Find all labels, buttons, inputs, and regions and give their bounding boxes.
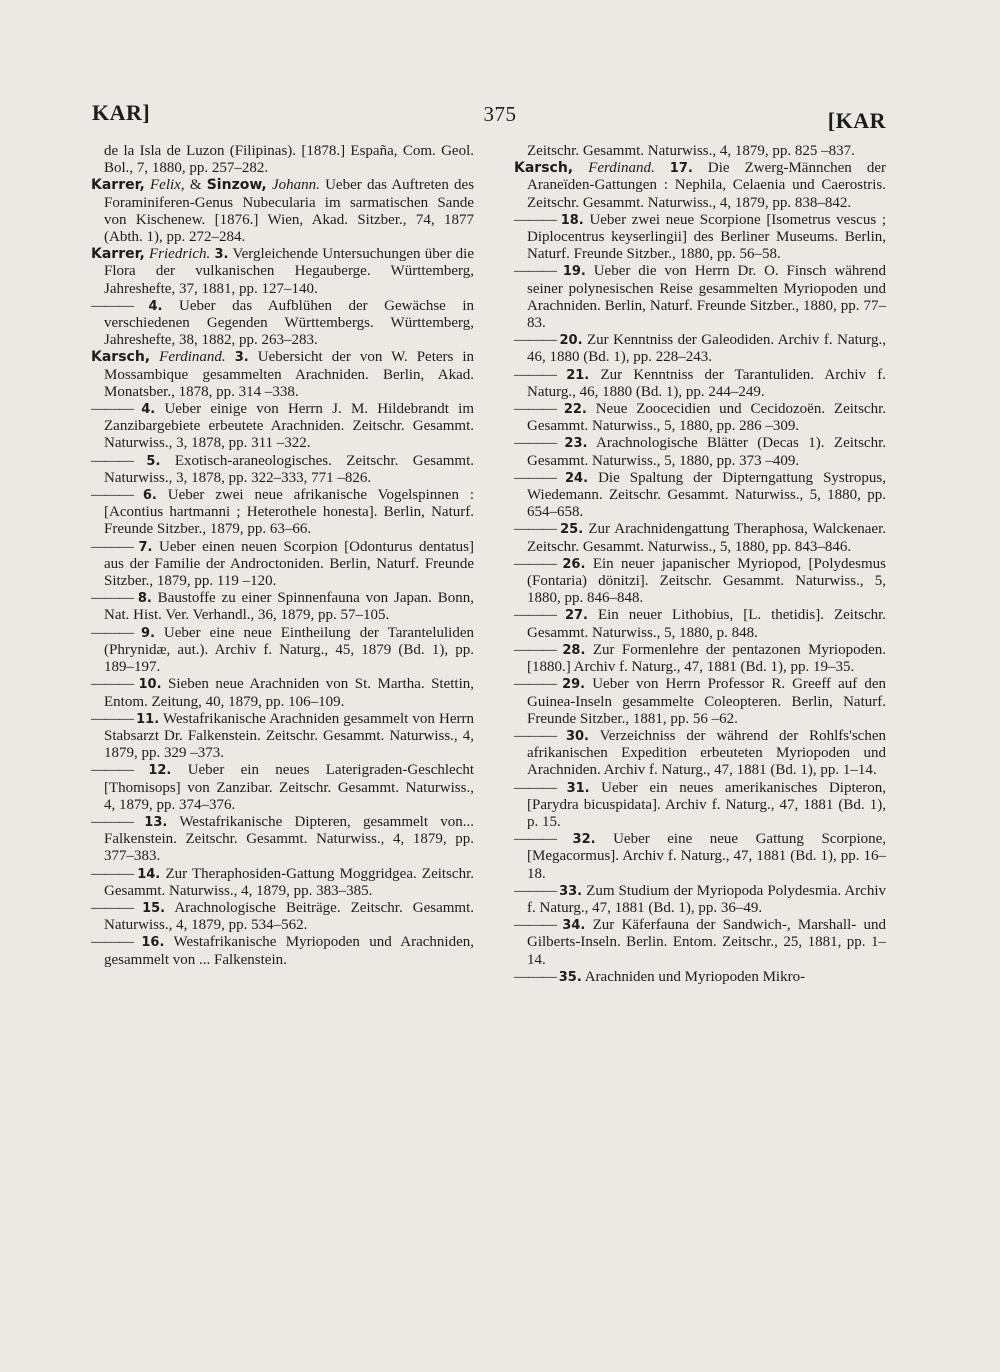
- repeat-author-rule: ———: [514, 882, 560, 899]
- bibliography-entry: [514, 676, 886, 728]
- bibliography-entry: [514, 332, 886, 366]
- repeat-author-rule: ———: [91, 813, 145, 830]
- running-head-right: [KAR: [827, 108, 886, 133]
- entry-text: de la Isla de Luzon (Filipinas). [1878.] España, Com. Geol. Bol., 7, 1880, pp. 257–282.: [104, 143, 474, 177]
- repeat-author-rule: ———: [514, 332, 560, 349]
- entry-text: Neue Zoocecidien und Cecidozoën. Zeitschr. Gesammt. Naturwiss., 5, 1880, pp. 286 –309.: [527, 401, 886, 435]
- entry-number: 23.: [564, 436, 588, 452]
- entry-number: 6.: [142, 488, 157, 504]
- author-given-name: Ferdinand.: [588, 160, 655, 177]
- entry-text: Zur Kenntniss der Tarantuliden. Archiv f. Naturg., 46, 1880 (Bd. 1), pp. 244–249.: [527, 366, 886, 400]
- entry-number: 30.: [565, 728, 589, 744]
- bibliography-entry: [91, 453, 474, 487]
- repeat-author-rule: ———: [514, 607, 565, 624]
- bibliography-entry: [91, 539, 474, 591]
- entry-number: 4.: [148, 298, 163, 314]
- entry-number: 35.: [558, 969, 582, 985]
- entry-number: 5.: [146, 453, 161, 469]
- bibliography-entry: [514, 556, 886, 608]
- repeat-author-rule: ———: [514, 366, 567, 383]
- repeat-author-rule: ———: [91, 934, 142, 951]
- repeat-author-rule: ———: [514, 521, 561, 538]
- entry-number: 22.: [563, 402, 587, 418]
- entry-text: Arachnologische Beiträge. Zeitschr. Gesammt. Naturwiss., 4, 1879, pp. 534–562.: [104, 899, 474, 934]
- author-given-name: Johann.: [271, 177, 320, 194]
- bibliography-entry: [91, 487, 474, 539]
- bibliography-entry: [514, 367, 886, 401]
- repeat-author-rule: ———: [514, 211, 561, 228]
- entry-text: Ueber ein neues amerikanisches Dipteron, [Parydra bicuspidata]. Archiv f. Naturg., 47, 1881 (Bd. 1), p. 15.: [527, 779, 887, 830]
- bibliography-entry: [91, 676, 474, 710]
- entry-number: 8.: [137, 591, 152, 607]
- entry-text: Zeitschr. Gesammt. Naturwiss., 4, 1879, pp. 825 –837.: [527, 143, 855, 159]
- repeat-author-rule: ———: [91, 297, 149, 314]
- entry-number: 32.: [572, 832, 596, 848]
- author-surname: Sinzow,: [206, 177, 267, 194]
- bibliography-entry: [514, 607, 886, 641]
- bibliography-entry: [514, 883, 886, 917]
- ampersand: &: [189, 177, 202, 194]
- entry-number: 7.: [138, 539, 153, 555]
- entry-text: Arachniden und Myriopoden Mikro-: [584, 968, 806, 985]
- repeat-author-rule: ———: [514, 727, 566, 744]
- entry-number: 26.: [562, 556, 586, 572]
- entry-number: 34.: [562, 918, 586, 934]
- entry-text: Ueber einen neuen Scorpion [Odonturus dentatus] aus der Familie der Androctoniden. Berlin, Naturf. Freunde Sitzber., 1879, pp. 119 –120.: [104, 538, 474, 590]
- entry-number: 16.: [141, 935, 165, 951]
- repeat-author-rule: ———: [514, 401, 564, 418]
- author-surname: Karsch,: [514, 160, 574, 177]
- entry-number: 3.: [214, 247, 229, 263]
- author-surname: Karrer,: [91, 177, 145, 194]
- entry-text: Verzeichniss der während der Rohlfs'schen afrikanischen Expedition erbeuteten Myriopoden und Arachniden. Archiv f. Naturg., 47, 1881 (Bd. 1), pp. 1–14.: [527, 727, 886, 779]
- repeat-author-rule: ———: [91, 590, 138, 607]
- entry-text: Westafrikanische Myriopoden und Arachniden, gesammelt von ... Falkenstein.: [104, 934, 475, 968]
- entry-text: Baustoffe zu einer Spinnenfauna von Japan. Bonn, Nat. Hist. Ver. Verhandl., 36, 1879, pp. 57–105.: [104, 590, 475, 624]
- entry-text: Die Zwerg-Männchen der Araneïden-Gattungen : Nephila, Celaenia und Caerostris. Zeitschr. Gesammt. Naturwiss., 4, 1879, pp. 838–842.: [527, 160, 886, 211]
- entry-number: 20.: [559, 333, 583, 349]
- running-head-left: KAR]: [92, 100, 151, 125]
- bibliography-entry: [514, 521, 886, 555]
- bibliography-entry: [514, 435, 886, 469]
- bibliography-entry: [514, 917, 886, 969]
- entry-number: 12.: [148, 763, 172, 779]
- bibliography-entry: [91, 934, 474, 968]
- author-given-name: Felix,: [150, 177, 185, 194]
- repeat-author-rule: ———: [91, 676, 139, 693]
- author-surname: Karsch,: [91, 349, 151, 366]
- entry-text: Zur Käferfauna der Sandwich-, Marshall- und Gilberts-Inseln. Berlin. Entom. Zeitschr., 25, 1881, pp. 1–14.: [527, 917, 887, 968]
- right-column: [514, 143, 886, 986]
- entry-text: Zum Studium der Myriopoda Polydesmia. Archiv f. Naturg., 47, 1881 (Bd. 1), pp. 36–49.: [527, 882, 887, 916]
- entry-number: 9.: [140, 625, 155, 641]
- entry-text: Die Spaltung der Dipterngattung Systropus, Wiedemann. Zeitschr. Gesammt. Naturwiss., 5, 1880, pp. 654–658.: [527, 469, 887, 521]
- entry-number: 13.: [144, 814, 168, 830]
- bibliography-entry: [91, 401, 474, 453]
- entry-text: Ueber die von Herrn Dr. O. Finsch während seiner polynesischen Reise gesammelten Myriopoden und Arachniden. Berlin, Naturf. Freunde Sitzber., 1880, pp. 77–83.: [527, 263, 887, 332]
- entry-number: 33.: [559, 883, 583, 899]
- left-column: [91, 143, 474, 969]
- bibliography-entry: [91, 900, 474, 934]
- entry-number: 21.: [566, 367, 590, 383]
- bibliography-entry: [514, 160, 886, 212]
- repeat-author-rule: ———: [514, 968, 559, 985]
- entry-number: 11.: [136, 711, 160, 727]
- repeat-author-rule: ———: [514, 641, 563, 658]
- bibliography-entry: [514, 401, 886, 435]
- entry-text: Ueber zwei neue afrikanische Vogelspinnen : [Acontius hartmanni ; Heterothele honesta]. Berlin, Naturf. Freunde Sitzber., 1879, pp. 63–66.: [104, 487, 475, 538]
- entry-text: Westafrikanische Dipteren, gesammelt von... Falkenstein. Zeitschr. Gesammt. Naturwiss., 4, 1879, pp. 377–383.: [104, 813, 475, 865]
- entry-text: Ein neuer japanischer Myriopod, [Polydesmus (Fontaria) dönitzi]. Zeitschr. Gesammt. Naturwiss., 5, 1880, pp. 846–848.: [527, 555, 887, 607]
- bibliography-entry: [91, 246, 474, 298]
- bibliography-entry: [91, 814, 474, 866]
- repeat-author-rule: ———: [514, 831, 573, 848]
- entry-text: Zur Arachnidengattung Theraphosa, Walckenaer. Zeitschr. Gesammt. Naturwiss., 5, 1880, pp. 843–846.: [527, 521, 887, 555]
- entry-number: 19.: [562, 264, 586, 280]
- entry-number: 24.: [565, 470, 589, 486]
- author-surname: Karrer,: [91, 246, 145, 263]
- repeat-author-rule: ———: [91, 710, 137, 727]
- entry-text: Arachnologische Blätter (Decas 1). Zeitschr. Gesammt. Naturwiss., 5, 1880, pp. 373 –409.: [527, 435, 886, 469]
- entry-number: 14.: [137, 866, 161, 882]
- bibliography-entry: [514, 212, 886, 264]
- repeat-author-rule: ———: [91, 762, 149, 779]
- bibliography-entry: [91, 590, 474, 624]
- entry-number: 31.: [566, 780, 590, 796]
- repeat-author-rule: ———: [514, 555, 563, 572]
- bibliography-entry: [91, 866, 474, 900]
- bibliography-entry: [514, 728, 886, 780]
- bibliography-entry: [514, 780, 886, 832]
- repeat-author-rule: ———: [514, 779, 567, 796]
- bibliography-entry: [514, 969, 886, 986]
- entry-text: Exotisch-araneologisches. Zeitschr. Gesammt. Naturwiss., 3, 1878, pp. 322–333, 771 –826.: [104, 452, 475, 486]
- repeat-author-rule: ———: [91, 401, 142, 418]
- repeat-author-rule: ———: [514, 435, 565, 452]
- entry-text: Ueber zwei neue Scorpione [Isometrus vescus ; Diplocentrus keyserlingii] des Berliner Museums. Berlin, Naturf. Freunde Sitzber., 1880, pp. 56–58.: [527, 211, 887, 263]
- repeat-author-rule: ———: [91, 624, 141, 641]
- entry-text: Ueber eine neue Eintheilung der Taranteluliden (Phrynidæ, aut.). Archiv f. Naturg., 45, 1879 (Bd. 1), pp. 189–197.: [104, 624, 474, 676]
- entry-number: 29.: [562, 677, 586, 693]
- page-number: 375: [483, 102, 517, 126]
- entry-text: Ueber das Aufblühen der Gewächse in verschiedenen Gegenden Württembergs. Württemberg, Jahreshefte, 38, 1882, pp. 263–283.: [104, 297, 474, 349]
- bibliography-entry: [514, 470, 886, 522]
- entry-number: 28.: [562, 642, 586, 658]
- bibliography-entry: [91, 762, 474, 814]
- repeat-author-rule: ———: [91, 899, 143, 916]
- entry-number: 17.: [669, 161, 693, 177]
- entry-number: 4.: [141, 402, 156, 418]
- bibliography-entry: [91, 177, 474, 246]
- entry-text: Vergleichende Untersuchungen über die Flora der vulkanischen Hegauberge. Württemberg, Jahreshefte, 37, 1881, pp. 127–140.: [104, 246, 475, 297]
- entry-text: Zur Formenlehre der pentazonen Myriopoden. [1880.] Archiv f. Naturg., 47, 1881 (Bd. 1), pp. 19–35.: [527, 641, 887, 676]
- entry-text: Uebersicht der von W. Peters in Mossambique gesammelten Arachniden. Berlin, Akad. Monatsber., 1878, pp. 314 –338.: [104, 349, 475, 400]
- entry-text: Sieben neue Arachniden von St. Martha. Stettin, Entom. Zeitung, 40, 1879, pp. 106–109.: [104, 676, 475, 710]
- bibliography-entry: [91, 298, 474, 350]
- entry-number: 25.: [560, 522, 584, 538]
- entry-text: Zur Theraphosiden-Gattung Moggridgea. Zeitschr. Gesammt. Naturwiss., 4, 1879, pp. 383–385.: [104, 865, 475, 899]
- bibliography-entry: [514, 642, 886, 676]
- entry-number: 18.: [560, 212, 584, 228]
- bibliography-entry: [514, 143, 886, 160]
- author-given-name: Friedrich.: [149, 246, 211, 263]
- entry-number: 3.: [234, 350, 249, 366]
- entry-text: Ueber einige von Herrn J. M. Hildebrandt im Zanzibargebiete erbeutete Arachniden. Zeitschr. Gesammt. Naturwiss., 3, 1878, pp. 311 –322.: [104, 401, 474, 452]
- repeat-author-rule: ———: [514, 676, 563, 693]
- entry-text: Ueber eine neue Gattung Scorpione, [Megacormus]. Archiv f. Naturg., 47, 1881 (Bd. 1), pp. 16–18.: [527, 831, 887, 882]
- repeat-author-rule: ———: [91, 538, 139, 555]
- entry-text: Ein neuer Lithobius, [L. thetidis]. Zeitschr. Gesammt. Naturwiss., 5, 1880, p. 848.: [527, 607, 887, 641]
- repeat-author-rule: ———: [514, 263, 563, 280]
- repeat-author-rule: ———: [514, 469, 566, 486]
- bibliography-entry: [91, 625, 474, 677]
- entry-number: 27.: [564, 608, 588, 624]
- entry-text: Ueber das Auftreten des Foraminiferen-Genus Nubecularia im sarmatischen Sande von Kischenew. [1876.] Wien, Akad. Sitzber., 74, 1877 (Abth. 1), pp. 272–284.: [104, 177, 475, 246]
- repeat-author-rule: ———: [91, 865, 138, 882]
- repeat-author-rule: ———: [91, 487, 143, 504]
- repeat-author-rule: ———: [91, 452, 147, 469]
- bibliography-entry: [514, 263, 886, 332]
- entry-number: 15.: [142, 900, 166, 916]
- bibliography-entry: [91, 711, 474, 763]
- entry-text: Ueber von Herrn Professor R. Greeff auf den Guinea-Inseln gesammelte Coleopteren. Berlin, Naturf. Freunde Sitzber., 1881, pp. 56 –62.: [527, 676, 887, 727]
- entry-number: 10.: [138, 677, 162, 693]
- entry-text: Ueber ein neues Laterigraden-Geschlecht [Thomisops] von Zanzibar. Zeitschr. Gesammt. Naturwiss., 4, 1879, pp. 374–376.: [104, 762, 475, 813]
- bibliography-entry: [91, 349, 474, 401]
- bibliography-entry: [91, 143, 474, 177]
- author-given-name: Ferdinand.: [159, 349, 226, 366]
- entry-text: Zur Kenntniss der Galeodiden. Archiv f. Naturg., 46, 1880 (Bd. 1), pp. 228–243.: [527, 332, 887, 366]
- entry-text: Westafrikanische Arachniden gesammelt von Herrn Stabsarzt Dr. Falkenstein. Zeitschr. Gesammt. Naturwiss., 4, 1879, pp. 329 –373.: [104, 710, 475, 762]
- repeat-author-rule: ———: [514, 917, 563, 934]
- bibliography-entry: [514, 831, 886, 883]
